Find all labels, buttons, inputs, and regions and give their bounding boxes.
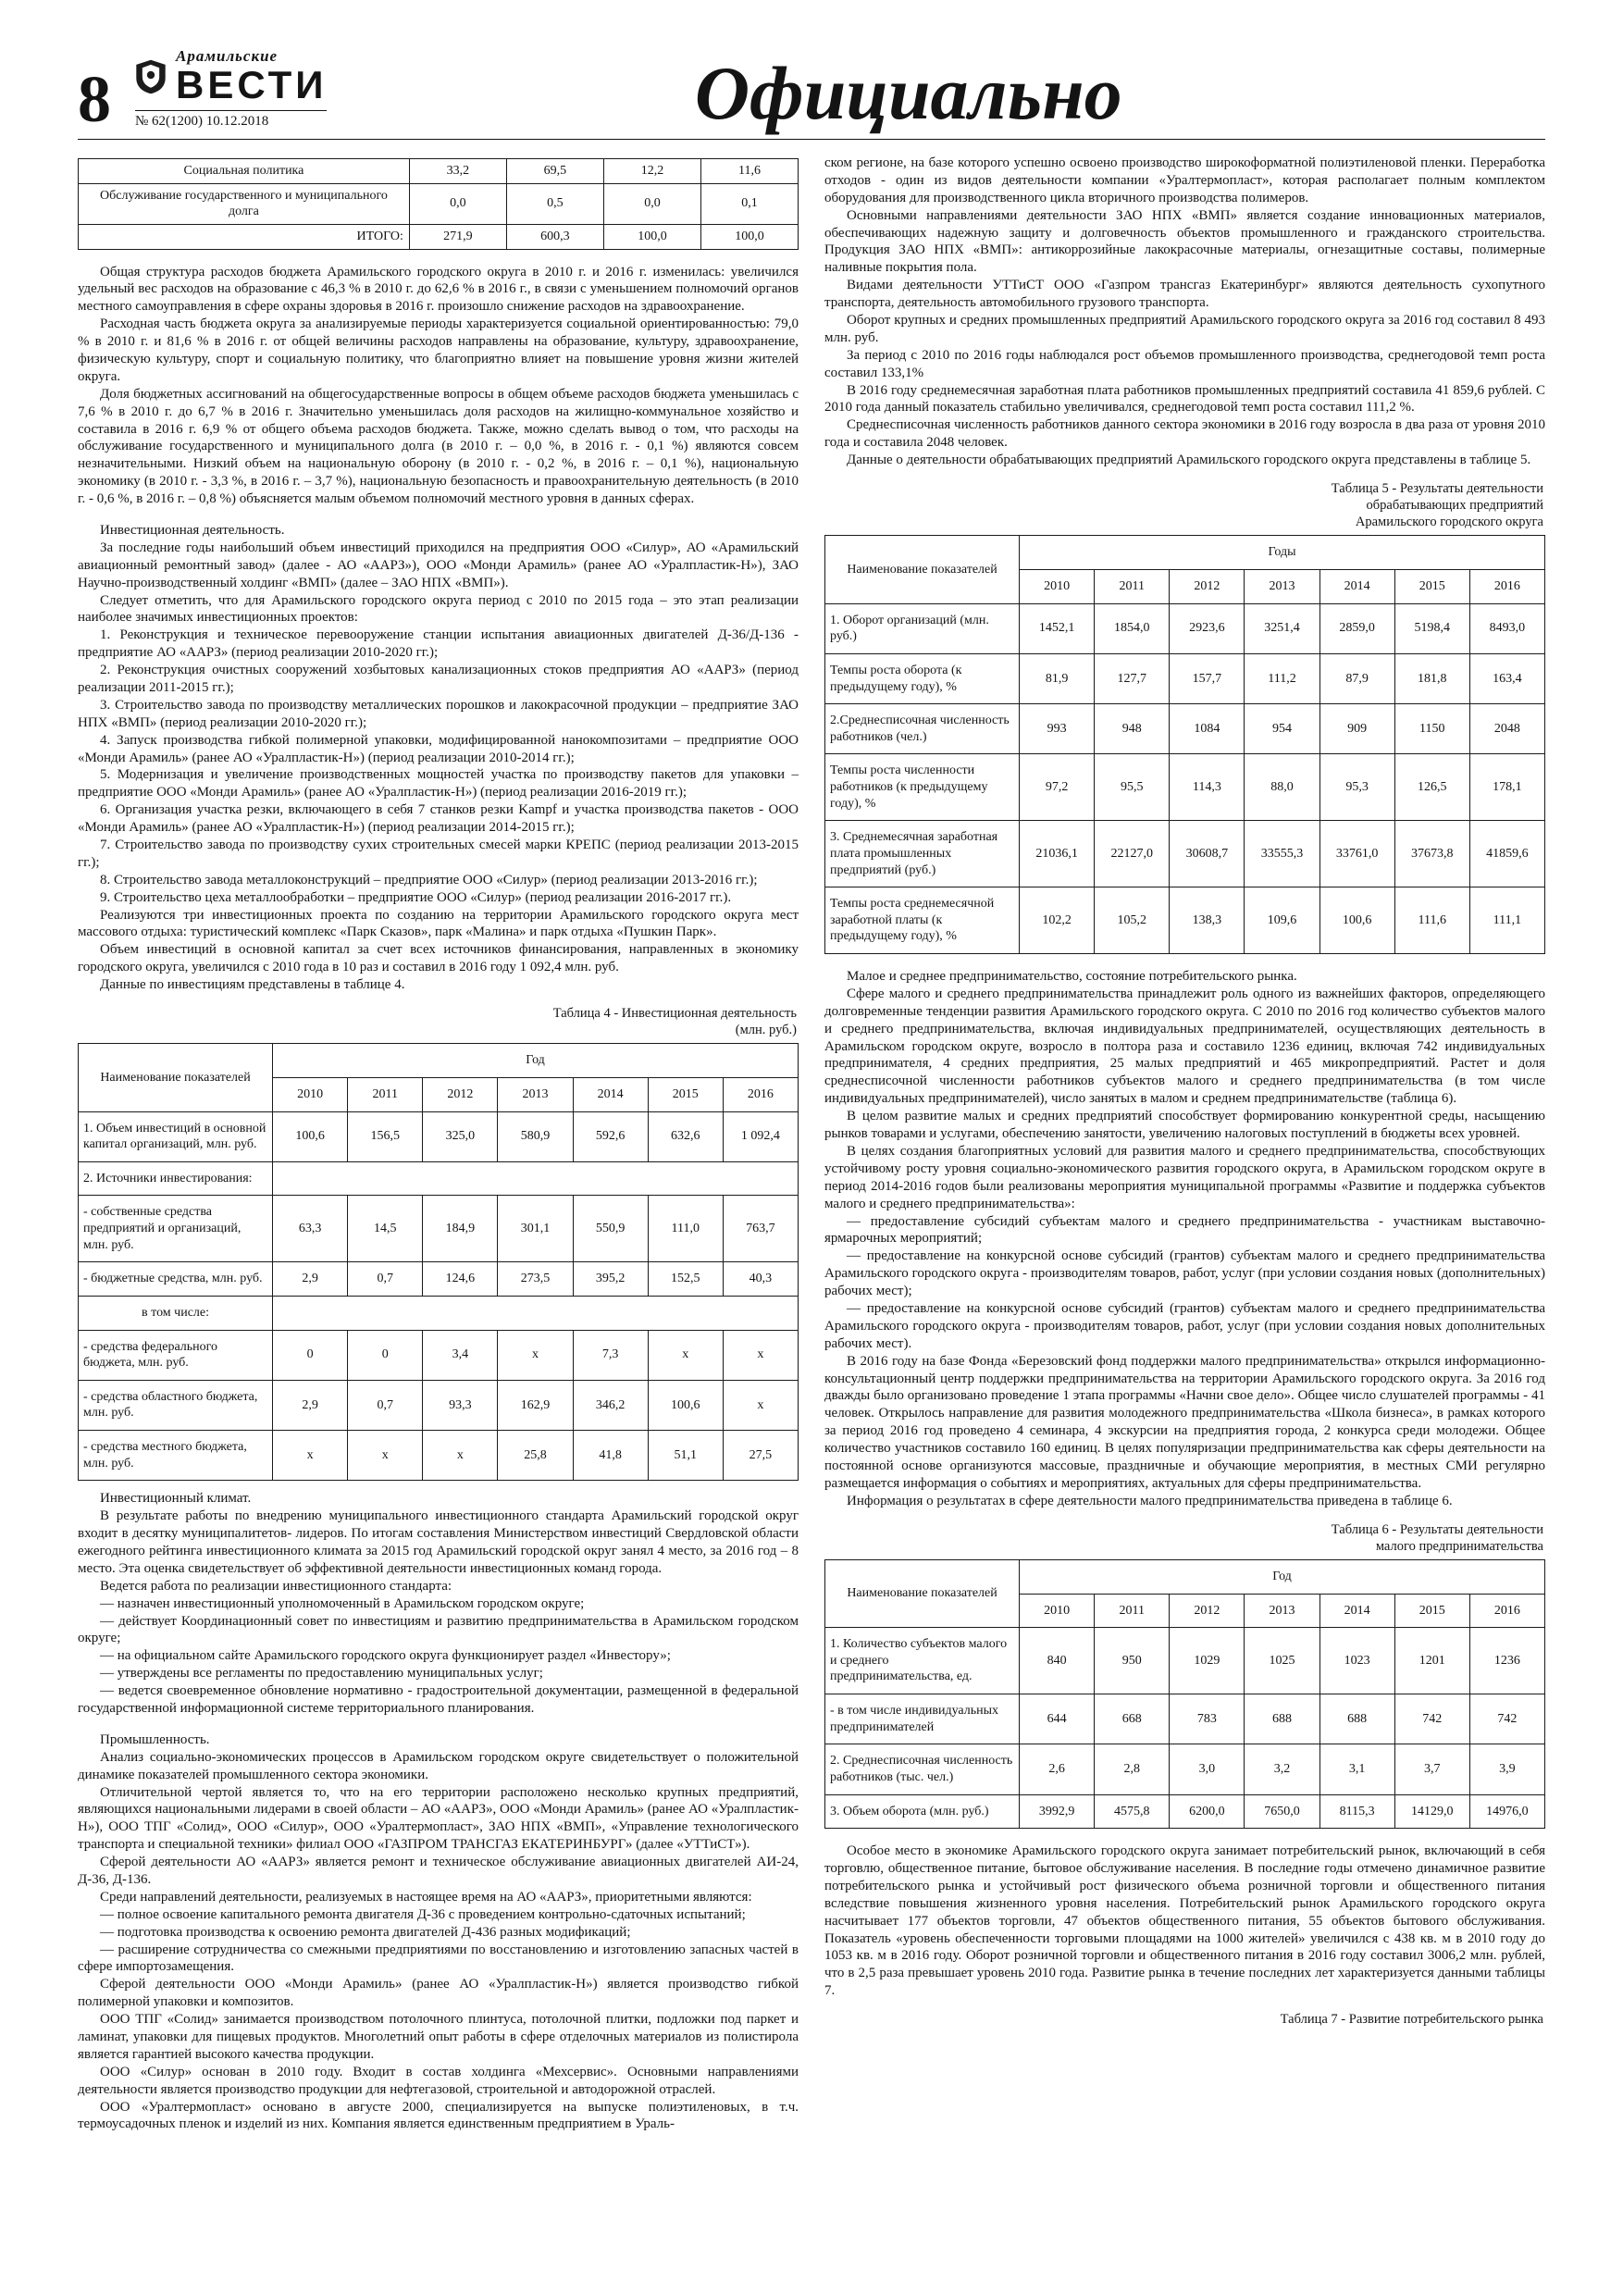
table-header-group: Год xyxy=(273,1044,799,1078)
cell-value: 181,8 xyxy=(1394,653,1469,703)
paragraph: В 2016 году на базе Фонда «Березовский фонд поддержки малого предпринимательства» открылся информационно-консультационный центр поддержки предпринимательства на территории Арамильского городского округа. За 2016 год дважды было организовано проведение 1 этапа программы «Начни свое дело». Общее число слушателей программы - 41 человек. Открылось направление для развития молодежного предпринимательства «Школа бизнеса», в рамках которого за период 2016 год проведено 4 семинара, 4 экскурсии на предприятия города, 2 конкурса среди молодежи. Общее количество участников составило 160 единиц. В целях популяризации предпринимательства как сферы деятельности на постоянной основе организуются массовые, праздничные и обучающие мероприятия, в местных СМИ регулярно размещается информация о событиях и мероприятиях, актуальных для сферы предпринимательства. xyxy=(824,1353,1545,1491)
paragraph: Основными направлениями деятельности ЗАО НПХ «ВМП» является создание инновационных материалов, обеспечивающих надежную защиту и долговечность объектов промышленного и гражданского строительства. Продукция ЗАО НПХ «ВМП»: антикоррозийные лакокрасочные материалы, огнезащитные составы, полимерные наливные покрытия пола. xyxy=(824,207,1545,276)
cell-value: 6200,0 xyxy=(1170,1794,1245,1829)
cell-value: 7,3 xyxy=(573,1330,648,1380)
cell-value: 22127,0 xyxy=(1095,821,1170,887)
paragraph: Видами деятельности УТТиСТ ООО «Газпром трансгаз Екатеринбург» являются деятельность сухопутного транспорта, деятельность автомобильного грузового транспорта. xyxy=(824,278,1545,311)
issue-line: № 62(1200) 10.12.2018 xyxy=(135,110,327,130)
cell-value: 742 xyxy=(1394,1694,1469,1744)
cell-value: 1854,0 xyxy=(1095,603,1170,653)
row-label: Темпы роста оборота (к предыдущему году), % xyxy=(825,653,1020,703)
cell-value: 592,6 xyxy=(573,1111,648,1161)
cell-value: 105,2 xyxy=(1095,887,1170,954)
cell-value: 580,9 xyxy=(498,1111,573,1161)
row-label: - собственные средства предприятий и организаций, млн. руб. xyxy=(79,1196,273,1262)
cell-value: 3992,9 xyxy=(1020,1794,1095,1829)
paragraph: ООО ТПГ «Солид» занимается производством потолочного плинтуса, потолочной плитки, подложки под паркет и ламинат, упаковки для пищевых продуктов. Многолетний опыт работы в сфере отделочных материалов из полистирола является гарантией высокого качества продукции. xyxy=(78,2012,799,2062)
cell-value: 840 xyxy=(1020,1628,1095,1694)
cell-value: 271,9 xyxy=(409,224,506,249)
investment-activity-table xyxy=(78,1043,799,1481)
row-label: в том числе: xyxy=(79,1296,273,1330)
table-row xyxy=(825,754,1545,821)
table-row xyxy=(825,653,1545,703)
cell-value: 1236 xyxy=(1469,1628,1544,1694)
paragraph: Среди направлений деятельности, реализуемых в настоящее время на АО «ААРЗ», приоритетными являются: xyxy=(100,1889,752,1905)
paragraph: 5. Модернизация и увеличение производственных мощностей участка по производству пакетов для упаковки – предприятие ООО «Монди Арамиль» (ранее АО «Уралпластик-Н») (период реализации 2016-2019 гг.); xyxy=(78,767,799,800)
small-business-results-table xyxy=(824,1559,1545,1829)
table-header-year: 2013 xyxy=(1245,570,1319,604)
cell-value: 688 xyxy=(1319,1694,1394,1744)
table-row xyxy=(79,1111,799,1161)
paragraph: — назначен инвестиционный уполномоченный в Арамильском городском округе; xyxy=(100,1595,585,1611)
cell-value: 100,6 xyxy=(648,1380,723,1430)
table-row xyxy=(79,1196,799,1262)
cell-value: x xyxy=(423,1431,498,1481)
paragraph: — предоставление на конкурсной основе субсидий (грантов) субъектам малого и среднего предпринимательства Арамильского городского округа - производителям товаров, работ, услуг (при условии создания новых дополнительных рабочих мест). xyxy=(824,1300,1545,1351)
row-label: - средства областного бюджета, млн. руб. xyxy=(79,1380,273,1430)
paragraph: — предоставление на конкурсной основе субсидий (грантов) субъектам малого и среднего предпринимательства Арамильского городского округа - производителям товаров, работ, услуг (при условии создания новых (дополнительных) рабочих мест); xyxy=(824,1248,1545,1299)
paragraph: Сфере малого и среднего предпринимательства принадлежит роль одного из важнейших факторов, определяющего долговременные тенденции развития Арамильского городского округа. С 2010 по 2016 год количество субъектов малого и среднего предпринимательства, включая индивидуальных предпринимателей, осуществляющих деятельность в Арамильском городском округе, возросло в полтора раза и составило 1236 единиц, включая 742 индивидуальных предпринимателя, 4 средних предприятия, 25 малых предприятий и 465 микропредприятий. Растет и доля среднесписочной численности работников субъектов малого и среднего предпринимательства (в том числе индивидуальных предпринимателей), число занятых в малом и среднем предпринимательстве (таблица 6). xyxy=(824,986,1545,1107)
cell-value: 668 xyxy=(1095,1694,1170,1744)
cell-value: 1 092,4 xyxy=(723,1111,798,1161)
table-row xyxy=(79,1262,799,1297)
row-label: Темпы роста среднемесячной заработной платы (к предыдущему году), % xyxy=(825,887,1020,954)
paragraph: ском регионе, на базе которого успешно освоено производство широкоформатной полиэтиленовой пленки. Переработка отходов - один из видов деятельности компании «Уралтермопласт», которая располагает полным комплектом оборудования для производственного цикла вторичного производства полимеров. xyxy=(824,155,1545,205)
paragraph: Данные по инвестициям представлены в таблице 4. xyxy=(100,977,405,993)
paragraph: Малое и среднее предпринимательство, состояние потребительского рынка. xyxy=(847,969,1297,985)
paragraph: Следует отметить, что для Арамильского городского округа период с 2010 по 2015 года – это этап реализации наиболее значимых инвестиционных проектов: xyxy=(78,592,799,626)
cell-value: 688 xyxy=(1245,1694,1319,1744)
cell-value: 138,3 xyxy=(1170,887,1245,954)
paragraph: 3. Строительство завода по производству металлических порошков и лакокрасочной продукции – предприятие ЗАО НПХ «ВМП» (период реализации 2010-2020 гг.); xyxy=(78,697,799,730)
cell-value: 783 xyxy=(1170,1694,1245,1744)
row-label: Темпы роста численности работников (к предыдущему году), % xyxy=(825,754,1020,821)
paragraph: 2. Реконструкция очистных сооружений хозбытовых канализационных стоков предприятия АО «ААРЗ» (период реализации 2011-2015 гг.); xyxy=(78,663,799,695)
table-header-year: 2015 xyxy=(1394,1594,1469,1628)
manufacturing-results-table xyxy=(824,535,1545,954)
cell-value: 178,1 xyxy=(1469,754,1544,821)
cell-value: 81,9 xyxy=(1020,653,1095,703)
table-row xyxy=(825,821,1545,887)
paragraph: Отличительной чертой является то, что на его территории расположено несколько крупных предприятий, являющихся национальными лидерами в своей области – АО «ААРЗ», ООО «Монди Арамиль» (ранее АО «Уралпластик-Н»), ООО ТПГ «Солид», ООО «Силур», ООО «Уралтермопласт», ЗАО НПХ «ВМП», «Управление технологического транспорта и специальной техники» филиал ООО «ГАЗПРОМ ТРАНСГАЗ ЕКАТЕРИНБУРГ» (далее «УТТиСТ»). xyxy=(78,1784,799,1853)
cell-value: 3,9 xyxy=(1469,1744,1544,1794)
cell-value: 87,9 xyxy=(1319,653,1394,703)
row-label: ИТОГО: xyxy=(79,224,410,249)
page-body xyxy=(78,155,1545,2133)
cell-value: 33,2 xyxy=(409,159,506,184)
cell-value: 111,1 xyxy=(1469,887,1544,954)
cell-value: 3,7 xyxy=(1394,1744,1469,1794)
page-number: 8 xyxy=(78,62,111,137)
paragraph: ООО «Уралтермопласт» основано в августе 2000, специализируется на выпуске полиэтиленовых, в т.ч. термоусадочных пленок и изделий из них. Компания является единственным предприятием в Ураль- xyxy=(78,2099,799,2132)
cell-value: x xyxy=(498,1330,573,1380)
cell-value: 102,2 xyxy=(1020,887,1095,954)
table-row xyxy=(825,1744,1545,1794)
paragraph: 6. Организация участка резки, включающего в себя 7 станков резки Kampf и участка производства пакетов - ООО «Монди Арамиль» (ранее АО «Уралпластик-Н») (период реализации 2014-2015 гг.); xyxy=(78,802,799,836)
cell-value: 0 xyxy=(348,1330,423,1380)
cell-value: 1201 xyxy=(1394,1628,1469,1694)
row-label: - средства федерального бюджета, млн. руб. xyxy=(79,1330,273,1380)
cell-value: 325,0 xyxy=(423,1111,498,1161)
budget-structure-table xyxy=(78,158,799,250)
cell-value: 163,4 xyxy=(1469,653,1544,703)
paragraph: В целях создания благоприятных условий для развития малого и среднего предпринимательства, способствующих устойчивому росту уровня социально-экономического развития городского округа, в Арамильском городском округе в период 2014-2016 годов были реализованы мероприятия муниципальной программы «Развитие и поддержка субъектов малого и среднего предпринимательства»: xyxy=(824,1143,1545,1211)
row-label: Социальная политика xyxy=(79,159,410,184)
cell-value: 2,6 xyxy=(1020,1744,1095,1794)
table-header-label: Наименование показателей xyxy=(825,1559,1020,1627)
cell-value: 127,7 xyxy=(1095,653,1170,703)
paragraph: — действует Координационный совет по инвестициям и развитию предпринимательства в Арамильском городском округе; xyxy=(78,1613,799,1646)
cell-value: 0,7 xyxy=(348,1262,423,1297)
table-row xyxy=(79,224,799,249)
section-title: Официально xyxy=(694,51,1122,136)
cell-value: 2859,0 xyxy=(1319,603,1394,653)
row-label: - бюджетные средства, млн. руб. xyxy=(79,1262,273,1297)
cell-value: 3251,4 xyxy=(1245,603,1319,653)
cell-value: 0,1 xyxy=(700,183,798,224)
cell-value: 30608,7 xyxy=(1170,821,1245,887)
paragraph: — утверждены все регламенты по предоставлению муниципальных услуг; xyxy=(100,1666,543,1682)
paragraph: Сферой деятельности ООО «Монди Арамиль» (ранее АО «Уралпластик-Н») является производство гибкой полимерной упаковки и композитов. xyxy=(78,1977,799,2010)
cell-value: 11,6 xyxy=(700,159,798,184)
cell-value: 95,3 xyxy=(1319,754,1394,821)
table-header-year: 2010 xyxy=(273,1077,348,1111)
paragraph: Расходная часть бюджета округа за анализируемые периоды характеризуется социальной ориентированностью: 79,0 % в 2010 г. и 81,6 % в 2016 г. от общей величины расходов направлены на образование, культуру, здравоохранение, физическую культуру, спорт и социальную политику, что благоприятно влияет на повышение уровня жизни жителей округа. xyxy=(78,316,799,384)
paragraph: Данные о деятельности обрабатывающих предприятий Арамильского городского округа представлены в таблице 5. xyxy=(847,453,1531,468)
table-header-group: Годы xyxy=(1020,536,1545,570)
cell-value: 1150 xyxy=(1394,704,1469,754)
cell-value: 69,5 xyxy=(506,159,603,184)
cell-value: 27,5 xyxy=(723,1431,798,1481)
cell-value: 2,9 xyxy=(273,1380,348,1430)
table-header-year: 2013 xyxy=(498,1077,573,1111)
row-label: - средства местного бюджета, млн. руб. xyxy=(79,1431,273,1481)
cell-value: 0,5 xyxy=(506,183,603,224)
paragraph: Инвестиционный климат. xyxy=(100,1491,252,1507)
table-header-year: 2012 xyxy=(423,1077,498,1111)
cell-value: 152,5 xyxy=(648,1262,723,1297)
paragraph: 4. Запуск производства гибкой полимерной упаковки, модифицированной нанокомпозитами – предприятие ООО «Монди Арамиль» (ранее АО «Уралпластик-Н») (период реализации 2010-2014 гг.); xyxy=(78,732,799,765)
cell-value: 1025 xyxy=(1245,1628,1319,1694)
cell-value: 14129,0 xyxy=(1394,1794,1469,1829)
cell-value: 156,5 xyxy=(348,1111,423,1161)
cell-value: 14,5 xyxy=(348,1196,423,1262)
cell-value: 33555,3 xyxy=(1245,821,1319,887)
cell-value: 0,7 xyxy=(348,1380,423,1430)
cell-value: 95,5 xyxy=(1095,754,1170,821)
row-label: 1. Объем инвестиций в основной капитал организаций, млн. руб. xyxy=(79,1111,273,1161)
paragraph: В 2016 году среднемесячная заработная плата работников промышленных предприятий составила 41 859,6 рублей. С 2010 года данный показатель стабильно увеличивался, среднегодовой темп роста составил 111,2 %. xyxy=(824,382,1545,416)
table-row xyxy=(825,1794,1545,1829)
cell-value: 88,0 xyxy=(1245,754,1319,821)
cell-value: 8115,3 xyxy=(1319,1794,1394,1829)
cell-value: 3,1 xyxy=(1319,1744,1394,1794)
cell-value: 0,0 xyxy=(409,183,506,224)
table-header-year: 2014 xyxy=(573,1077,648,1111)
table-header-year: 2015 xyxy=(1394,570,1469,604)
paragraph: Особое место в экономике Арамильского городского округа занимает потребительский рынок, включающий в себя торговлю, общественное питание, бытовое обслуживание населения. В последние годы отмечено динамичное развитие потребительского рынка и устойчивый рост физического объема розничной торговли и общественного питания вследствие повышения жизненного уровня населения. Потребительский рынок Арамильского городского округа насчитывает 177 объектов торговли, 47 объектов общественного питания, 55 объектов бытового обслуживания. Показатель «уровень обеспеченности торговыми площадями на 1000 жителей» увеличился с 438 кв. м в 2010 году до 1053 кв. м в 2016 году. Оборот розничной торговли и общественного питания в 2016 году составил 3006,2 млн. рублей, что в 2,5 раза превышает уровень 2010 года. Развитие рынка в течение последних лет характеризуется данными таблицы 7. xyxy=(824,1843,1545,1999)
table-header-year: 2014 xyxy=(1319,1594,1394,1628)
cell-value: 3,2 xyxy=(1245,1744,1319,1794)
table-header-label: Наименование показателей xyxy=(79,1044,273,1111)
paragraph: ООО «Силур» основан в 2010 году. Входит в состав холдинга «Мехсервис». Основными направлениями деятельности является производство продукции для нефтегазовой, строительной и автодорожной отраслей. xyxy=(78,2064,799,2097)
cell-value: 124,6 xyxy=(423,1262,498,1297)
cell-value: 41859,6 xyxy=(1469,821,1544,887)
cell-value: 5198,4 xyxy=(1394,603,1469,653)
table-row xyxy=(79,1161,799,1196)
cell-value: 100,0 xyxy=(700,224,798,249)
paragraph: В результате работы по внедрению муниципального инвестиционного стандарта Арамильский городской округ входит в десятку муниципалитетов- лидеров. По итогам составления Министерством инвестиций Свердловской области ежегодного рейтинга инвестиционного климата за 2015 год Арамильский городской округ занял 4 место, за 2016 год – 8 место. Эта оценка свидетельствует об эффективной деятельности инвестиционных команд города. xyxy=(78,1508,799,1576)
table-header-year: 2013 xyxy=(1245,1594,1319,1628)
table-header-year: 2016 xyxy=(1469,570,1544,604)
cell-value: x xyxy=(723,1380,798,1430)
row-label: 3. Среднемесячная заработная плата промышленных предприятий (руб.) xyxy=(825,821,1020,887)
cell-value: 909 xyxy=(1319,704,1394,754)
cell-value: 12,2 xyxy=(603,159,700,184)
cell-value: x xyxy=(273,1431,348,1481)
table-caption: Таблица 7 - Развитие потребительского рынка xyxy=(1280,2012,1543,2028)
cell-value: 37673,8 xyxy=(1394,821,1469,887)
cell-value: 3,0 xyxy=(1170,1744,1245,1794)
cell-value: 3,4 xyxy=(423,1330,498,1380)
empty-cell xyxy=(273,1161,799,1196)
cell-value: 41,8 xyxy=(573,1431,648,1481)
cell-value: 954 xyxy=(1245,704,1319,754)
table-header-year: 2011 xyxy=(348,1077,423,1111)
row-label: 2. Источники инвестирования: xyxy=(79,1161,273,1196)
cell-value: 100,0 xyxy=(603,224,700,249)
table-row xyxy=(79,1296,799,1330)
table-row xyxy=(825,1694,1545,1744)
cell-value: 126,5 xyxy=(1394,754,1469,821)
cell-value: 157,7 xyxy=(1170,653,1245,703)
paragraph: Реализуются три инвестиционных проекта по созданию на территории Арамильского городского округа мест массового отдыха: туристический комплекс «Парк Сказов», парк «Малина» и парк отдыха «Пушкин Парк». xyxy=(78,907,799,940)
table-caption: Таблица 4 - Инвестиционная деятельность (млн. руб.) xyxy=(552,1006,797,1038)
table-header-year: 2016 xyxy=(723,1077,798,1111)
cell-value: 111,0 xyxy=(648,1196,723,1262)
row-label: - в том числе индивидуальных предпринимателей xyxy=(825,1694,1020,1744)
page-header xyxy=(78,48,1545,140)
paragraph: 7. Строительство завода по производству сухих строительных смесей марки КРЕПС (период реализации 2013-2015 гг.); xyxy=(78,838,799,870)
table-row xyxy=(79,1380,799,1430)
table-header-year: 2011 xyxy=(1095,570,1170,604)
cell-value: 742 xyxy=(1469,1694,1544,1744)
paragraph: Ведется работа по реализации инвестиционного стандарта: xyxy=(100,1578,452,1594)
cell-value: 184,9 xyxy=(423,1196,498,1262)
cell-value: 550,9 xyxy=(573,1196,648,1262)
paragraph: Информация о результатах в сфере деятельности малого предпринимательства приведена в таблице 6. xyxy=(847,1493,1453,1508)
paragraph: 1. Реконструкция и техническое перевооружение станции испытания авиационных двигателей Д-36/Д-136 - предприятие АО «ААРЗ» (период реализации 2010-2020 гг.); xyxy=(78,627,799,661)
cell-value: 25,8 xyxy=(498,1431,573,1481)
table-header-year: 2016 xyxy=(1469,1594,1544,1628)
table-row xyxy=(825,887,1545,954)
cell-value: 33761,0 xyxy=(1319,821,1394,887)
row-label: Обслуживание государственного и муниципального долга xyxy=(79,183,410,224)
cell-value: 301,1 xyxy=(498,1196,573,1262)
table-row xyxy=(825,1628,1545,1694)
coat-of-arms-icon xyxy=(135,58,167,95)
cell-value: 114,3 xyxy=(1170,754,1245,821)
cell-value: 97,2 xyxy=(1020,754,1095,821)
table-row xyxy=(825,603,1545,653)
paragraph: — подготовка производства к освоению ремонта двигателей Д-436 разных модификаций; xyxy=(100,1924,631,1940)
cell-value: 273,5 xyxy=(498,1262,573,1297)
table-caption: Таблица 6 - Результаты деятельности малого предпринимательства xyxy=(1331,1521,1543,1554)
paragraph: В целом развитие малых и средних предприятий способствует формированию конкурентной среды, насыщению рынков товарами и услугами, обеспечению занятости, увеличению налоговых поступлений в бюджеты всех уровней. xyxy=(824,1109,1545,1142)
cell-value: 14976,0 xyxy=(1469,1794,1544,1829)
cell-value: 21036,1 xyxy=(1020,821,1095,887)
cell-value: 632,6 xyxy=(648,1111,723,1161)
empty-cell xyxy=(273,1296,799,1330)
table-header-year: 2011 xyxy=(1095,1594,1170,1628)
cell-value: 1029 xyxy=(1170,1628,1245,1694)
paragraph: Сферой деятельности АО «ААРЗ» является ремонт и техническое обслуживание авиационных двигателей АИ-24, Д-36, Д-136. xyxy=(78,1855,799,1887)
table-header-label: Наименование показателей xyxy=(825,536,1020,603)
right-column xyxy=(824,155,1545,2133)
cell-value: 40,3 xyxy=(723,1262,798,1297)
paragraph: 8. Строительство завода металлоконструкций – предприятие ООО «Силур» (период реализации 2013-2016 гг.); xyxy=(100,872,758,887)
cell-value: 4575,8 xyxy=(1095,1794,1170,1829)
cell-value: 395,2 xyxy=(573,1262,648,1297)
cell-value: 644 xyxy=(1020,1694,1095,1744)
cell-value: 993 xyxy=(1020,704,1095,754)
paragraph: 9. Строительство цеха металлообработки – предприятие ООО «Силур» (период реализации 2016-2017 гг.). xyxy=(100,889,732,905)
paragraph: Промышленность. xyxy=(100,1731,210,1747)
cell-value: 2,9 xyxy=(273,1262,348,1297)
cell-value: 8493,0 xyxy=(1469,603,1544,653)
table-row xyxy=(79,183,799,224)
newspaper-logo xyxy=(135,48,327,130)
paragraph: — ведется своевременное обновление нормативно - градостроительной документации, размещенной в федеральной государственной информационной системе территориального планирования. xyxy=(78,1683,799,1716)
cell-value: 0 xyxy=(273,1330,348,1380)
cell-value: 162,9 xyxy=(498,1380,573,1430)
paragraph: Объем инвестиций в основной капитал за счет всех источников финансирования, направленных в экономику городского округа, увеличился с 2010 года в 10 раз и составил в 2016 году 1 092,4 млн. руб. xyxy=(78,942,799,975)
cell-value: 100,6 xyxy=(273,1111,348,1161)
table-caption: Таблица 5 - Результаты деятельности обрабатывающих предприятий Арамильского городского округа xyxy=(1331,481,1543,530)
row-label: 1. Оборот организаций (млн. руб.) xyxy=(825,603,1020,653)
paragraph: — полное освоение капитального ремонта двигателя Д-36 с проведением контрольно-сдаточных испытаний; xyxy=(100,1906,746,1922)
cell-value: 63,3 xyxy=(273,1196,348,1262)
paragraph: Доля бюджетных ассигнований на общегосударственные вопросы в общем объеме расходов бюджета уменьшилась с 7,6 % в 2010 г. до 6,7 % в 2016 г. Значительно уменьшилась доля расходов на жилищно-коммунальное хозяйство и составила в 2016 г. 6,9 % от общего объема расходов бюджета. Также, можно сделать вывод о том, что расходы на обслуживание государственного и муниципального долга (в 2010 г. – 0,0 %, в 2016 г. - 0,1 %) являются совсем незначительными. Низкий объем на национальную оборону (в 2010 г. - 0,2 %, в 2016 г. – 0,1 %), национальную экономику (в 2010 г. - 3,3 %, в 2016 г. – 3,7 %), национальную безопасность и правоохранительную деятельность (в 2010 г. - 0,6 %, в 2016 г. – 0,8 %) объясняется малым объемом полномочий местного уровня в данных сферах. xyxy=(78,386,799,507)
table-row xyxy=(79,159,799,184)
masthead xyxy=(78,47,328,137)
cell-value: 2923,6 xyxy=(1170,603,1245,653)
cell-value: 346,2 xyxy=(573,1380,648,1430)
paragraph: Оборот крупных и средних промышленных предприятий Арамильского городского округа за 2016 год составил 8 493 млн. руб. xyxy=(824,313,1545,345)
table-header-year: 2012 xyxy=(1170,570,1245,604)
cell-value: 51,1 xyxy=(648,1431,723,1481)
cell-value: 948 xyxy=(1095,704,1170,754)
cell-value: 2048 xyxy=(1469,704,1544,754)
masthead-subtitle: Арамильские xyxy=(176,47,279,65)
cell-value: 7650,0 xyxy=(1245,1794,1319,1829)
paragraph: — расширение сотрудничества со смежными предприятиями по восстановлению и изготовлению запасных частей в сфере импортозамещения. xyxy=(78,1942,799,1975)
paragraph: Инвестиционная деятельность. xyxy=(100,522,285,538)
cell-value: 100,6 xyxy=(1319,887,1394,954)
paragraph: — на официальном сайте Арамильского городского округа функционирует раздел «Инвестору»; xyxy=(100,1648,671,1664)
cell-value: 0,0 xyxy=(603,183,700,224)
paragraph: Среднесписочная численность работников данного сектора экономики в 2016 году возросла в два раза от уровня 2010 года и составила 2048 человек. xyxy=(824,417,1545,451)
row-label: 3. Объем оборота (млн. руб.) xyxy=(825,1794,1020,1829)
cell-value: 93,3 xyxy=(423,1380,498,1430)
table-header-year: 2015 xyxy=(648,1077,723,1111)
cell-value: 600,3 xyxy=(506,224,603,249)
paragraph: — предоставление субсидий субъектам малого и среднего предпринимательства - участникам выставочно-ярмарочных мероприятий; xyxy=(824,1213,1545,1247)
table-header-group: Год xyxy=(1020,1559,1545,1594)
table-header-year: 2012 xyxy=(1170,1594,1245,1628)
table-row xyxy=(79,1330,799,1380)
paragraph: Общая структура расходов бюджета Арамильского городского округа в 2010 г. и 2016 г. изменилась: увеличился удельный вес расходов на образование с 46,3 % в 2010 г. до 62,6 % в 2016 г., в связи с уменьшением полномочий органов местного самоуправления в сфере охраны здоровья в 2016 г. произошло снижение расходов на здравоохранение. xyxy=(78,264,799,315)
cell-value: x xyxy=(348,1431,423,1481)
cell-value: 109,6 xyxy=(1245,887,1319,954)
masthead-title: ВЕСТИ xyxy=(176,63,328,106)
paragraph: За последние годы наибольший объем инвестиций приходился на предприятия ООО «Силур», АО «Арамильский авиационный ремонтный завод» (далее - АО «ААРЗ»), ООО «Монди Арамиль» (ранее АО «Уралпластик-Н»), ЗАО Научно-производственный холдинг «ВМП» (далее – ЗАО НПХ «ВМП»). xyxy=(78,540,799,590)
cell-value: 1084 xyxy=(1170,704,1245,754)
cell-value: 1023 xyxy=(1319,1628,1394,1694)
table-header-year: 2010 xyxy=(1020,570,1095,604)
cell-value: 111,2 xyxy=(1245,653,1319,703)
table-row xyxy=(825,704,1545,754)
cell-value: x xyxy=(723,1330,798,1380)
left-column xyxy=(78,155,799,2133)
cell-value: 950 xyxy=(1095,1628,1170,1694)
cell-value: x xyxy=(648,1330,723,1380)
paragraph: Анализ социально-экономических процессов в Арамильском городском округе свидетельствует о положительной динамике показателей промышленного сектора экономики. xyxy=(78,1749,799,1782)
row-label: 2. Среднесписочная численность работников (тыс. чел.) xyxy=(825,1744,1020,1794)
cell-value: 763,7 xyxy=(723,1196,798,1262)
cell-value: 1452,1 xyxy=(1020,603,1095,653)
row-label: 1. Количество субъектов малого и среднего предпринимательства, ед. xyxy=(825,1628,1020,1694)
cell-value: 111,6 xyxy=(1394,887,1469,954)
table-row xyxy=(79,1431,799,1481)
cell-value: 2,8 xyxy=(1095,1744,1170,1794)
table-header-year: 2014 xyxy=(1319,570,1394,604)
row-label: 2.Среднесписочная численность работников (чел.) xyxy=(825,704,1020,754)
table-header-year: 2010 xyxy=(1020,1594,1095,1628)
paragraph: За период с 2010 по 2016 годы наблюдался рост объемов промышленного производства, среднегодовой темп роста составил 133,1% xyxy=(824,347,1545,380)
